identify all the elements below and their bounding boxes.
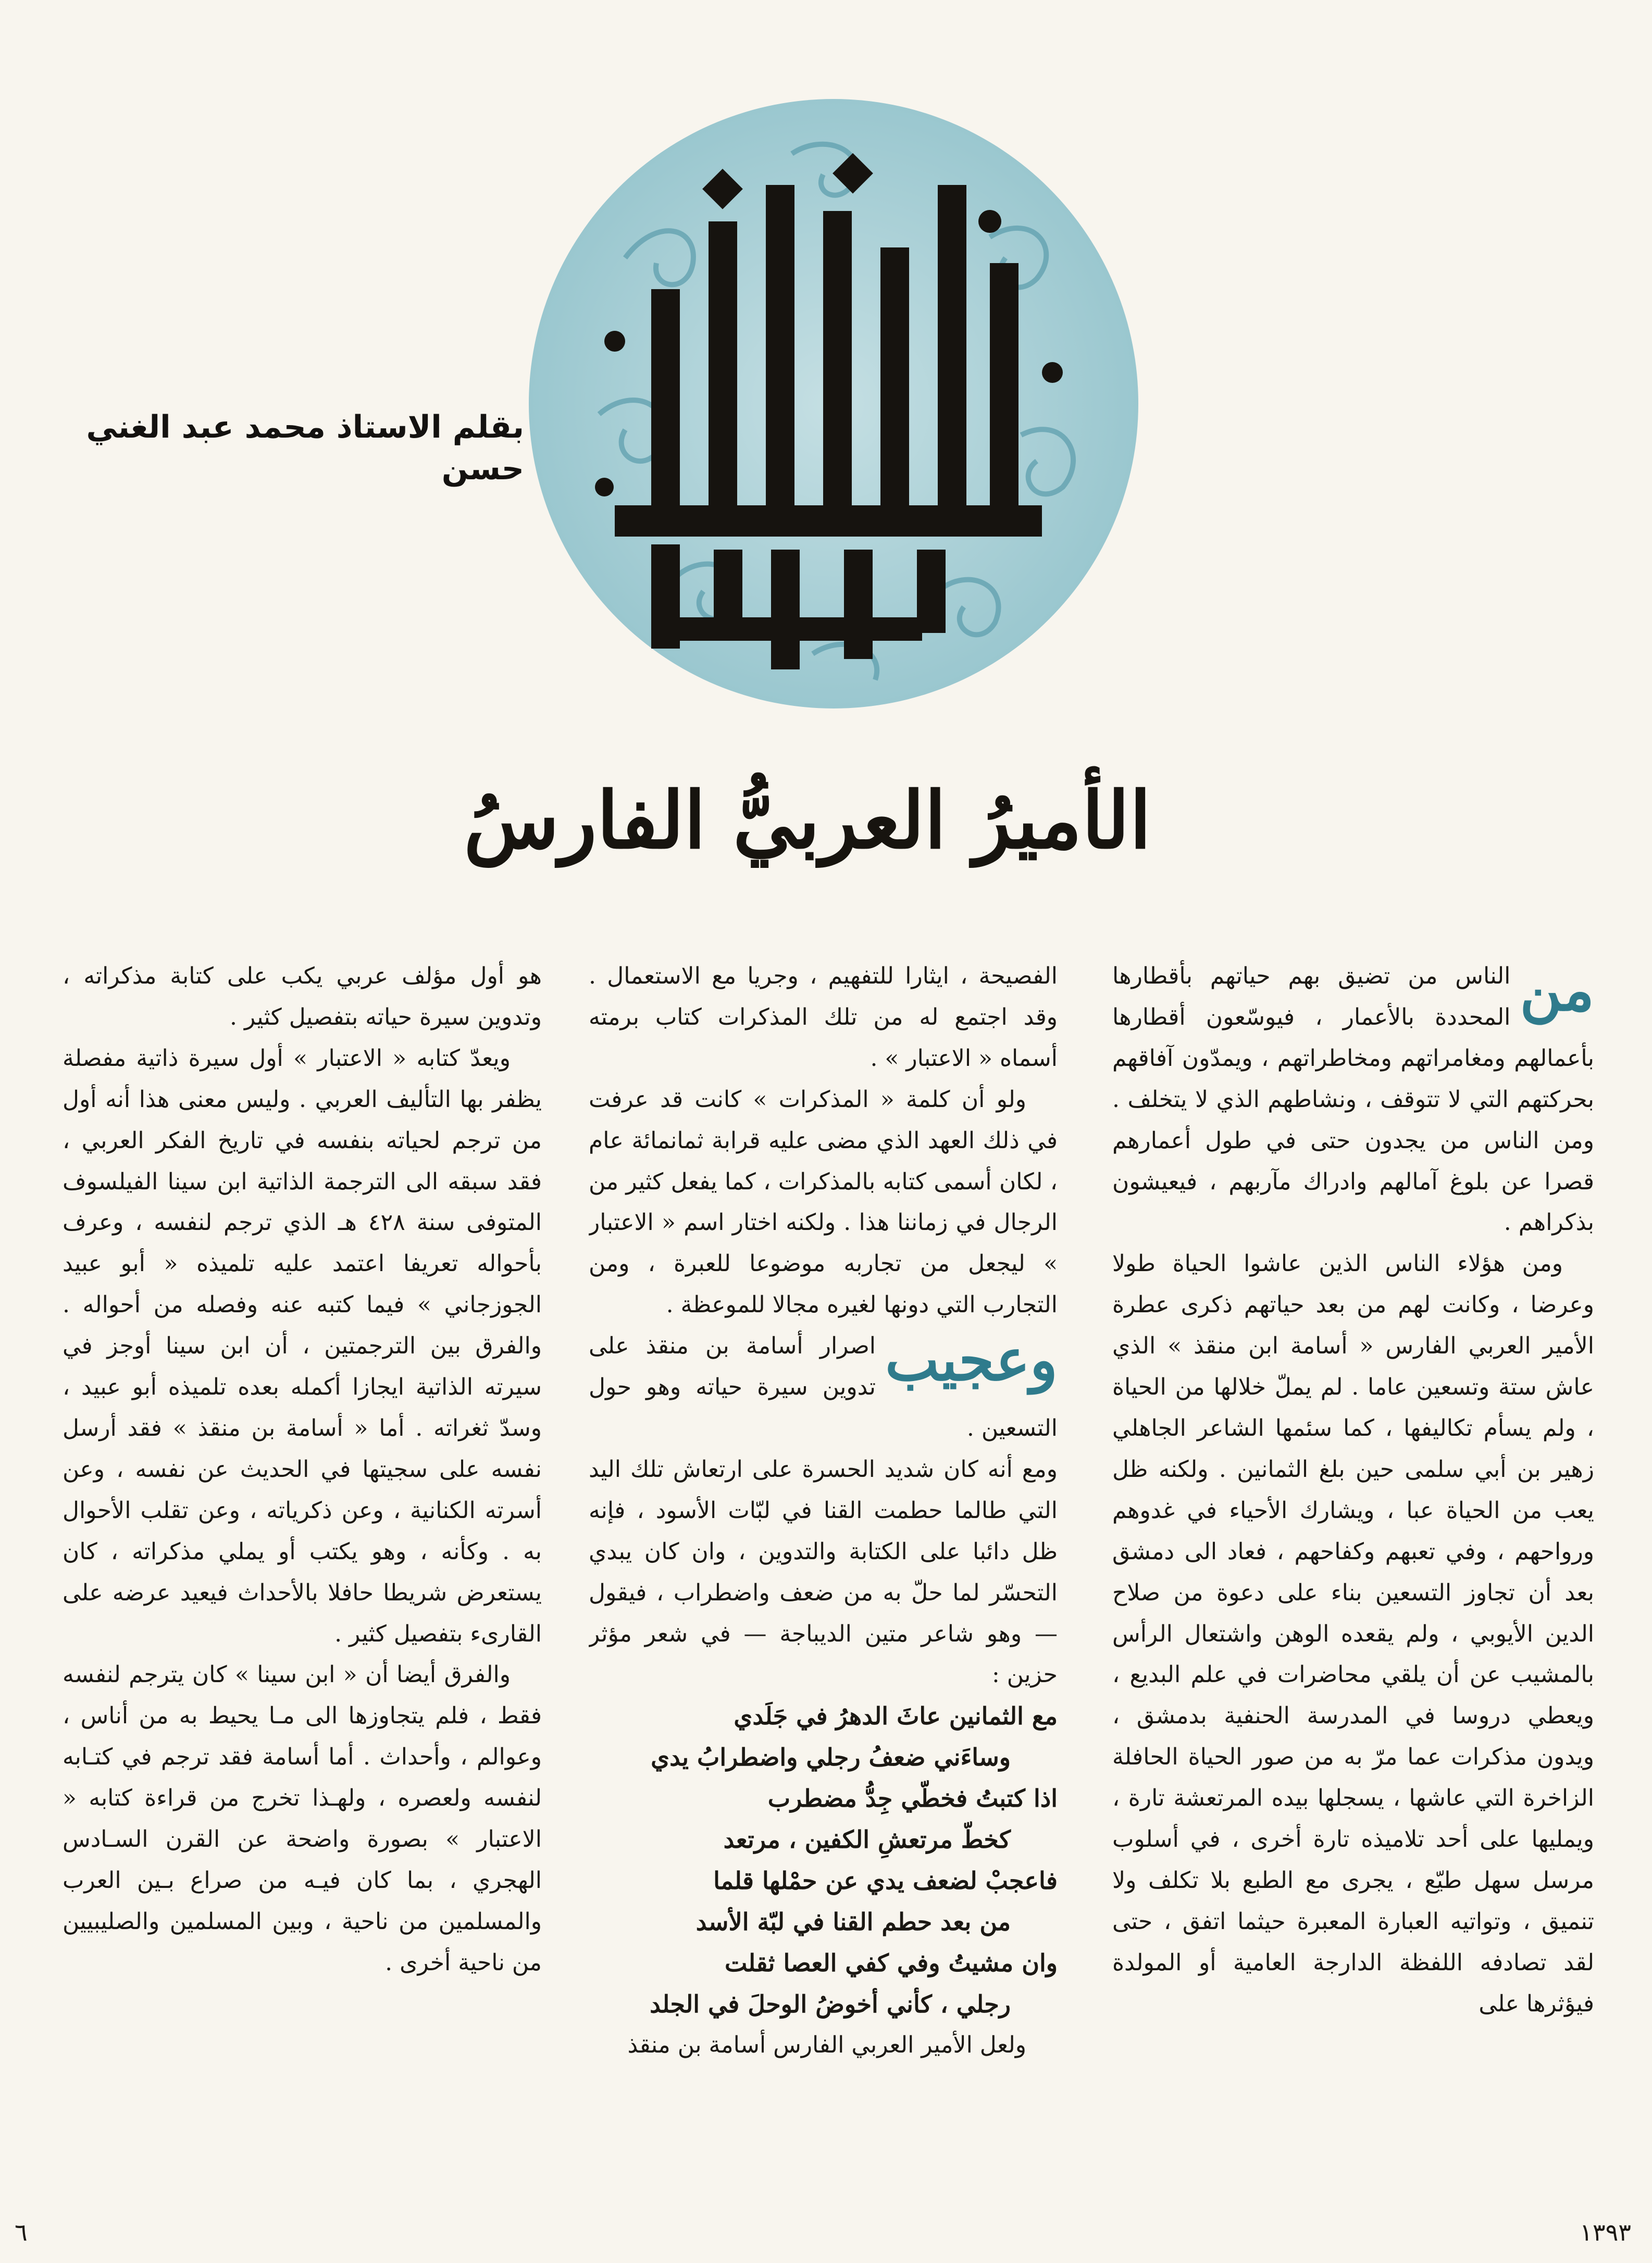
poem-verse: رجلي ، كأني أخوضُ الوحلَ في الجلد [650,1990,1011,2018]
issue-number: ١٣٩٣ [1580,2218,1631,2246]
paragraph [1112,956,1594,1244]
dropcap: وعجيب [885,1326,1058,1394]
paragraph: هو أول مؤلف عربي يكب على كتابة مذكراته ، وتدوين سيرة حياته بتفصيل كثير . [63,963,542,1030]
author-byline: بقلم الاستاذ محمد عبد الغني حسن [86,409,524,487]
poem-verse: وساءَني ضعفُ رجلي واضطرابُ يدي [651,1743,1011,1772]
column-middle [589,956,1058,2165]
poem-verse: من بعد حطم القنا في لبّة الأسد [695,1907,1011,1936]
page-number: ٦ [15,2218,28,2246]
dropcap: من [1520,956,1594,1024]
article-subtitle: الأميرُ العربيُّ الفارسُ [464,775,1151,866]
paragraph-text: الناس من تضيق بهم حياتهم بأقطارها المحددة بالأعمار ، فيوسّعون أقطارها بأعمالهم ومغامراتهم ومخاطراتهم ، ويمدّون آفاقهم بحركتهم التي لا تتوقف ، ونشاطهم الذي لا يتخلف . ومن الناس من يجدون حتى في طول أعمارهم قصرا عن بلوغ آمالهم وادراك مآربهم ، فيعيشون بذكراهم . [1112,963,1594,1236]
poem-verse: مع الثمانين عاثَ الدهرُ في جَلَدي [734,1702,1058,1731]
paragraph: ومن هؤلاء الناس الذين عاشوا الحياة طولا وعرضا ، وكانت لهم من بعد حياتهم ذكرى عطرة الأمير العربي الفارس « أسامة ابن منقذ » الذي عاش ستة وتسعين عاما . لم يملّ خلالها من الحياة ، ولم يسأم تكاليفها ، كما سئمها الشاعر الجاهلي زهير بن أبي سلمى حين بلغ الثمانين . ولكنه ظل يعب من الحياة عبا ، ويشارك الأحياء في غدوهم ورواحهم ، وفي تعبهم وكفاحهم ، فعاد الى دمشق بعد أن تجاوز التسعين بناء على دعوة من صلاح الدين الأيوبي ، ولم يقعده الوهن واشتعال الرأس بالمشيب عن أن يلقي محاضرات في علم البديع ، ويعطي دروسا في المدرسة الحنفية بدمشق ، ويدون مذكرات عما مرّ به من صور الحياة الحافلة الزاخرة التي عاشها ، يسجلها بيده المرتعشة تارة ، ويمليها على أحد تلاميذه تارة أخرى ، في أسلوب مرسل سهل طيّع ، يجرى مع الطبع بلا تكلف ولا تنميق ، وتواتيه العبارة المعبرة حيثما اتفق ، حتى لقد تصادفه اللفظة الدارجة العامية أو المولدة فيؤثرها على [1112,1250,1594,2017]
column-right [1112,956,1594,2165]
emblem-svg [521,91,1146,716]
poem-verse: فاعجبْ لضعف يدي عن حمْلها قلما [713,1866,1058,1895]
paragraph: والفرق أيضا أن « ابن سينا » كان يترجم لنفسه فقط ، فلم يتجاوزها الى مـا يحيط به من أناس ، وعوالم ، وأحداث . أما أسامة فقد ترجم في كتـابه لنفسه ولعصره ، ولهـذا تخرج من قراءة كتابه « الاعتبار » بصورة واضحة عن القرن السـادس الهجري ، بما كان فيـه من صراع بـين العرب والمسلمين من ناحية ، وبين المسلمين والصليبيين من ناحية أخرى . [63,1661,542,1976]
poem-verse: اذا كتبتُ فخطّي جِدُّ مضطرب [767,1784,1058,1813]
paragraph: ويعدّ كتابه « الاعتبار » أول سيرة ذاتية مفصلة يظفر بها التأليف العربي . وليس معنى هذا أنه أول من ترجم لحياته بنفسه في تاريخ الفكر العربي ، فقد سبقه الى الترجمة الذاتية ابن سينا الفيلسوف المتوفى سنة ٤٢٨ هـ الذي ترجم لنفسه ، وعرف بأحواله تعريفا اعتمد عليه تلميذه « أبو عبيد الجوزجاني » فيما كتبه عنه وفصله من أحواله . والفرق بين الترجمتين ، أن ابن سينا أوجز في سيرته الذاتية ايجازا أكمله بعده تلميذه أبو عبيد ، وسدّ ثغراته . أما « أسامة بن منقذ » فقد أرسل نفسه على سجيتها في الحديث عن نفسه ، وعن أسرته الكنانية ، وعن ذكرياته ، وعن تقلب الأحوال به . وكأنه ، وهو يكتب أو يملي مذكراته ، كان يستعرض شريطا حافلا بالأحداث فيعيد عرضه على القارىء بتفصيل كثير . [63,1045,542,1647]
poem-verse: كخطّ مرتعشِ الكفين ، مرتعد [723,1825,1011,1854]
calligraphy-emblem [521,91,1146,716]
paragraph: ومع أنه كان شديد الحسرة على ارتعاش تلك اليد التي طالما حطمت القنا في لبّات الأسود ، فإنه ظل دائبا على الكتابة والتدوين ، وان كان يبدي التحسّر لما حلّ به من ضعف واضطراب ، فيقول — وهو شاعر متين الديباجة — في شعر مؤثر حزين : [589,1456,1058,1688]
paragraph [589,1326,1058,1449]
paragraph: ولو أن كلمة « المذكرات » كانت قد عرفت في ذلك العهد الذي مضى عليه قرابة ثمانمائة عام ، لكان أسمى كتابه بالمذكرات ، كما يفعل كثير من الرجال في زماننا هذا . ولكنه اختار اسم « الاعتبار » ليجعل من تجاربه موضوعا للعبرة ، ومن التجارب التي دونها لغيره مجالا للموعظة . [589,1086,1058,1319]
poem-verse: وان مشيتُ وفي كفي العصا ثقلت [725,1948,1058,1977]
column-left [63,956,542,2165]
paragraph: الفصيحة ، ايثارا للتفهيم ، وجريا مع الاستعمال . وقد اجتمع له من تلك المذكرات كتاب برمته أسماه « الاعتبار » . [589,963,1058,1072]
paragraph-text: اصرار أسامة بن منقذ على تدوين سيرة حياته وهو حول التسعين . [589,1333,1058,1441]
paragraph: ولعل الأمير العربي الفارس أسامة بن منقذ [627,2031,1026,2058]
